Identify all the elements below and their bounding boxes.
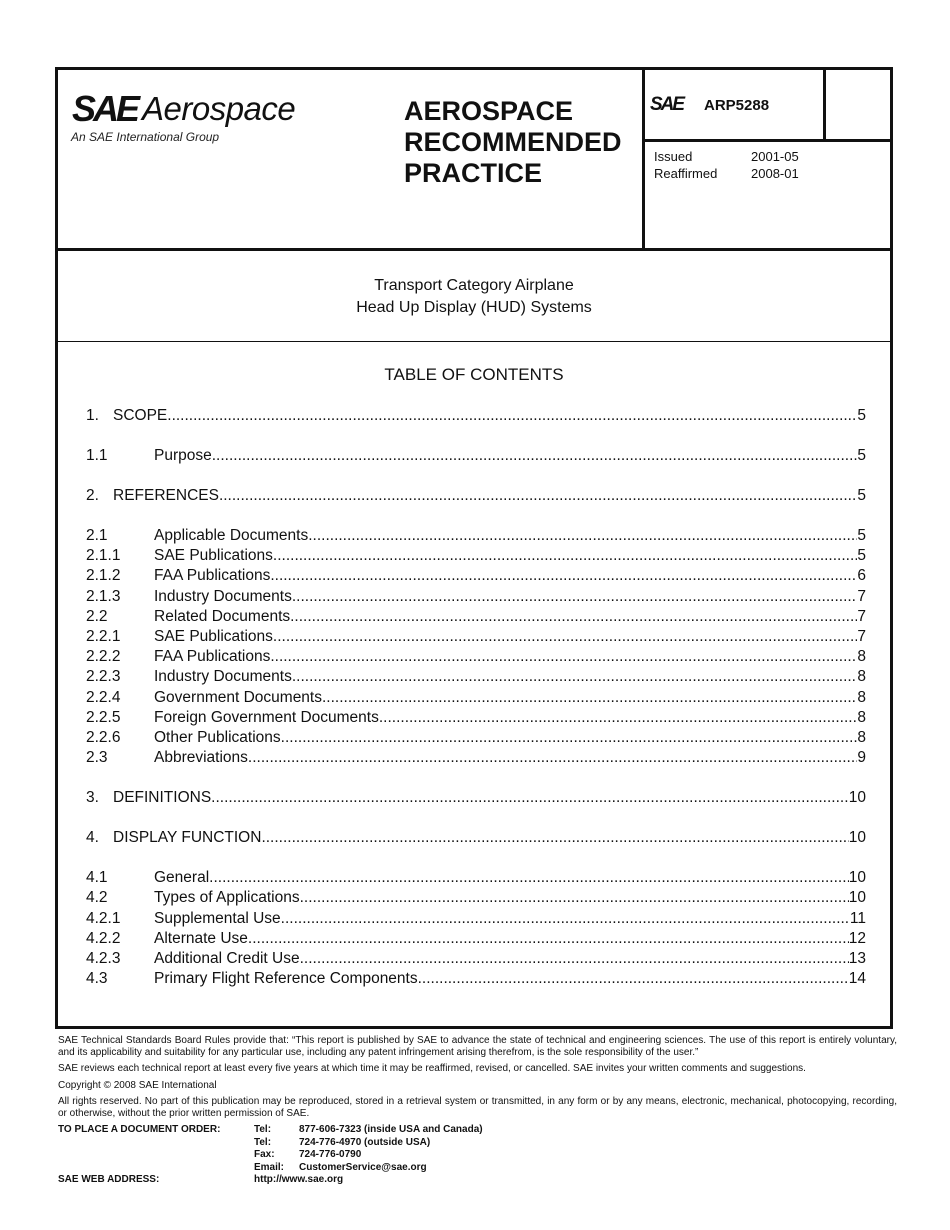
toc-number: 4.2.3 (86, 950, 121, 967)
review-notice: SAE reviews each technical report at least every five years at which time it may be reaffirmed, revised, or cancelled. SAE invites your written comments and suggestions. (58, 1063, 806, 1074)
toc-page-number: 7 (857, 587, 866, 605)
contact-value: 724-776-0790 (299, 1149, 362, 1160)
contact-key: Fax: (254, 1149, 275, 1160)
title-line: Transport Category Airplane (374, 277, 574, 294)
issued-value: 2001-05 (751, 149, 799, 164)
reaffirmed-row (654, 165, 799, 182)
toc-entry[interactable] (86, 729, 866, 749)
contact-key: Tel: (254, 1124, 272, 1135)
toc-page-number: 14 (848, 970, 866, 988)
toc-title: SAE Publications (154, 547, 273, 565)
toc-page-number: 8 (857, 668, 866, 686)
toc-entry[interactable] (86, 547, 866, 567)
contact-value: 724-776-4970 (outside USA) (299, 1136, 431, 1148)
toc-entry[interactable] (86, 889, 866, 909)
toc-entry[interactable] (86, 588, 866, 608)
toc-title: DEFINITIONS (113, 789, 212, 807)
toc-page-number: 8 (857, 729, 866, 746)
toc-number: 2.2.5 (86, 708, 121, 726)
toc-page-number: 5 (857, 407, 866, 424)
contact-key: Email: (254, 1161, 285, 1173)
toc-number: 4.3 (86, 970, 108, 988)
toc-number: 2.1.3 (86, 587, 121, 605)
toc-dot-leader (261, 829, 848, 847)
toc-page-number: 13 (848, 950, 866, 967)
logo-tagline: An SAE International Group (71, 130, 220, 144)
toc-entry[interactable] (86, 910, 866, 930)
toc-number: 4. (86, 829, 99, 847)
toc-dot-leader (273, 547, 857, 565)
toc-entry[interactable] (86, 407, 866, 427)
toc-title: Types of Applications (154, 889, 300, 907)
web-address-link[interactable]: http://www.sae.org (254, 1174, 344, 1185)
toc-number: 2.2 (86, 607, 108, 625)
order-info (58, 1124, 897, 1188)
toc-number: 1. (86, 407, 99, 424)
issued-label: Issued (654, 149, 693, 164)
toc-title: General (154, 869, 210, 887)
toc-dot-leader (273, 628, 857, 646)
toc-page-number: 7 (857, 628, 866, 645)
sae-small-logo: SAE (650, 94, 684, 115)
toc-title: SAE Publications (154, 628, 273, 645)
toc-title: Foreign Government Documents (154, 708, 379, 726)
toc-dot-leader (300, 950, 849, 968)
doc-type-line: AEROSPACE (404, 96, 574, 126)
toc-number: 2.1.1 (86, 547, 121, 565)
toc-title: Government Documents (154, 688, 322, 706)
toc-dot-leader (379, 709, 858, 727)
toc-number: 3. (86, 789, 99, 807)
toc-entry[interactable] (86, 487, 866, 507)
toc-entry[interactable] (86, 789, 866, 809)
toc-entry[interactable] (86, 668, 866, 688)
toc-entry[interactable] (86, 950, 866, 970)
toc-page-number: 5 (857, 527, 866, 544)
contact-line (254, 1124, 483, 1137)
toc-title: Applicable Documents (154, 527, 309, 544)
toc-title: Related Documents (154, 607, 291, 625)
document-frame (55, 67, 893, 1029)
toc-dot-leader (212, 447, 858, 465)
document-title (58, 251, 890, 342)
footer (58, 1035, 897, 1188)
contact-value: 877-606-7323 (inside USA and Canada) (299, 1124, 483, 1135)
toc-title: Abbreviations (154, 749, 248, 767)
toc-number: 4.1 (86, 869, 108, 887)
toc-dot-leader (219, 487, 857, 505)
logo-sae-wordmark: SAE (72, 88, 138, 129)
toc-title: Primary Flight Reference Components (154, 970, 418, 988)
toc-title: Other Publications (154, 729, 281, 746)
reaffirmed-label: Reaffirmed (654, 166, 718, 181)
toc-title: FAA Publications (154, 567, 271, 585)
toc-title: Additional Credit Use (154, 950, 300, 967)
web-address-label: SAE WEB ADDRESS: (58, 1174, 160, 1185)
doc-type-line: RECOMMENDED (404, 127, 622, 157)
document-id-box (645, 70, 826, 142)
toc-heading: TABLE OF CONTENTS (384, 365, 564, 384)
toc-title: Industry Documents (154, 587, 292, 605)
toc-entry[interactable] (86, 628, 866, 648)
document-type (404, 96, 644, 189)
toc-page-number: 9 (857, 749, 866, 767)
toc-entry[interactable] (86, 689, 866, 709)
toc-entry[interactable] (86, 527, 866, 547)
toc-entry[interactable] (86, 447, 866, 467)
toc-title: Industry Documents (154, 668, 292, 686)
toc-page-number: 5 (857, 487, 866, 504)
toc-number: 2.2.4 (86, 688, 121, 706)
toc-page-number: 10 (848, 889, 866, 907)
toc-dot-leader (418, 970, 849, 988)
toc-dot-leader (270, 567, 857, 585)
toc-dot-leader (248, 749, 857, 767)
toc-page-number: 8 (857, 708, 866, 726)
toc-entry[interactable] (86, 930, 866, 950)
toc-page-number: 5 (857, 547, 866, 565)
toc-entry[interactable] (86, 567, 866, 587)
toc-dot-leader (300, 889, 849, 907)
contact-line (254, 1162, 427, 1175)
rights-notice: All rights reserved. No part of this publication may be reproduced, stored in a retrieval system or transmitted, in any form or by any means, electronic, mechanical, photocopying, recording, or otherwise, without the prior written permission of SAE. (58, 1096, 897, 1119)
logo-aerospace-wordmark: Aerospace (142, 90, 296, 127)
toc-entry[interactable] (86, 829, 866, 849)
toc-dot-leader (211, 789, 849, 807)
toc-title: Supplemental Use (154, 909, 281, 927)
toc-entry[interactable] (86, 749, 866, 769)
toc-number: 2.2.1 (86, 628, 121, 645)
toc-entry[interactable] (86, 648, 866, 668)
sae-aerospace-logo (70, 82, 360, 152)
contact-key: Tel: (254, 1136, 272, 1148)
toc-dot-leader (209, 869, 849, 887)
toc-page-number: 8 (857, 688, 866, 706)
toc-entry[interactable] (86, 709, 866, 729)
toc-number: 2. (86, 487, 99, 504)
toc-dot-leader (167, 407, 857, 425)
toc-page-number: 5 (857, 447, 866, 464)
toc-entry[interactable] (86, 608, 866, 628)
contact-line (254, 1149, 361, 1162)
toc-title: DISPLAY FUNCTION (113, 829, 262, 847)
doc-type-line: PRACTICE (404, 158, 543, 188)
toc-number: 2.2.3 (86, 668, 121, 686)
order-label: TO PLACE A DOCUMENT ORDER: (58, 1124, 221, 1135)
toc-page-number: 8 (857, 648, 866, 666)
reaffirmed-value: 2008-01 (751, 166, 799, 181)
issue-dates (654, 148, 799, 182)
toc-page-number: 7 (857, 607, 866, 625)
toc-dot-leader (292, 668, 858, 686)
toc-page-number: 10 (848, 789, 866, 807)
toc-dot-leader (248, 930, 849, 948)
toc-dot-leader (322, 689, 857, 707)
toc-dot-leader (292, 588, 858, 606)
toc-title: SCOPE (113, 407, 168, 424)
toc-number: 2.1 (86, 527, 108, 544)
toc-number: 1.1 (86, 447, 108, 464)
toc-page-number: 12 (848, 929, 866, 947)
tsb-rules-notice: SAE Technical Standards Board Rules provide that: “This report is published by SAE to advance the state of technical and engineering sciences. The use of this report is entirely voluntary, and its applicability and suitability for any particular use, including any patent infringement arising therefrom, is the sole responsibility of the user.” (58, 1035, 897, 1058)
email-link[interactable]: CustomerService@sae.org (299, 1161, 427, 1173)
toc-number: 4.2.2 (86, 929, 121, 947)
title-line: Head Up Display (HUD) Systems (356, 299, 592, 316)
toc-number: 2.2.2 (86, 648, 121, 666)
toc-page-number: 10 (848, 829, 866, 847)
toc-number: 2.3 (86, 749, 108, 767)
toc-dot-leader (308, 527, 857, 545)
copyright: Copyright © 2008 SAE International (58, 1079, 217, 1091)
toc-number: 4.2 (86, 889, 108, 907)
toc-dot-leader (290, 608, 857, 626)
issued-row (654, 148, 799, 165)
blank-cell (826, 70, 890, 142)
toc-title: REFERENCES (113, 487, 219, 504)
toc-page-number: 6 (857, 567, 866, 585)
document-number: ARP5288 (704, 97, 770, 114)
toc-number: 2.1.2 (86, 567, 121, 585)
toc-entry[interactable] (86, 869, 866, 889)
header (58, 70, 890, 251)
toc-title: FAA Publications (154, 648, 271, 666)
toc-title: Purpose (154, 447, 212, 464)
toc-dot-leader (270, 648, 857, 666)
toc-dot-leader (281, 729, 858, 747)
toc-number: 4.2.1 (86, 909, 121, 927)
toc-entry[interactable] (86, 970, 866, 990)
toc-dot-leader (281, 910, 850, 928)
toc-title: Alternate Use (154, 929, 248, 947)
toc-number: 2.2.6 (86, 729, 121, 746)
toc-page-number: 10 (848, 869, 866, 887)
toc-page-number: 11 (849, 909, 866, 927)
contact-line (254, 1137, 430, 1150)
